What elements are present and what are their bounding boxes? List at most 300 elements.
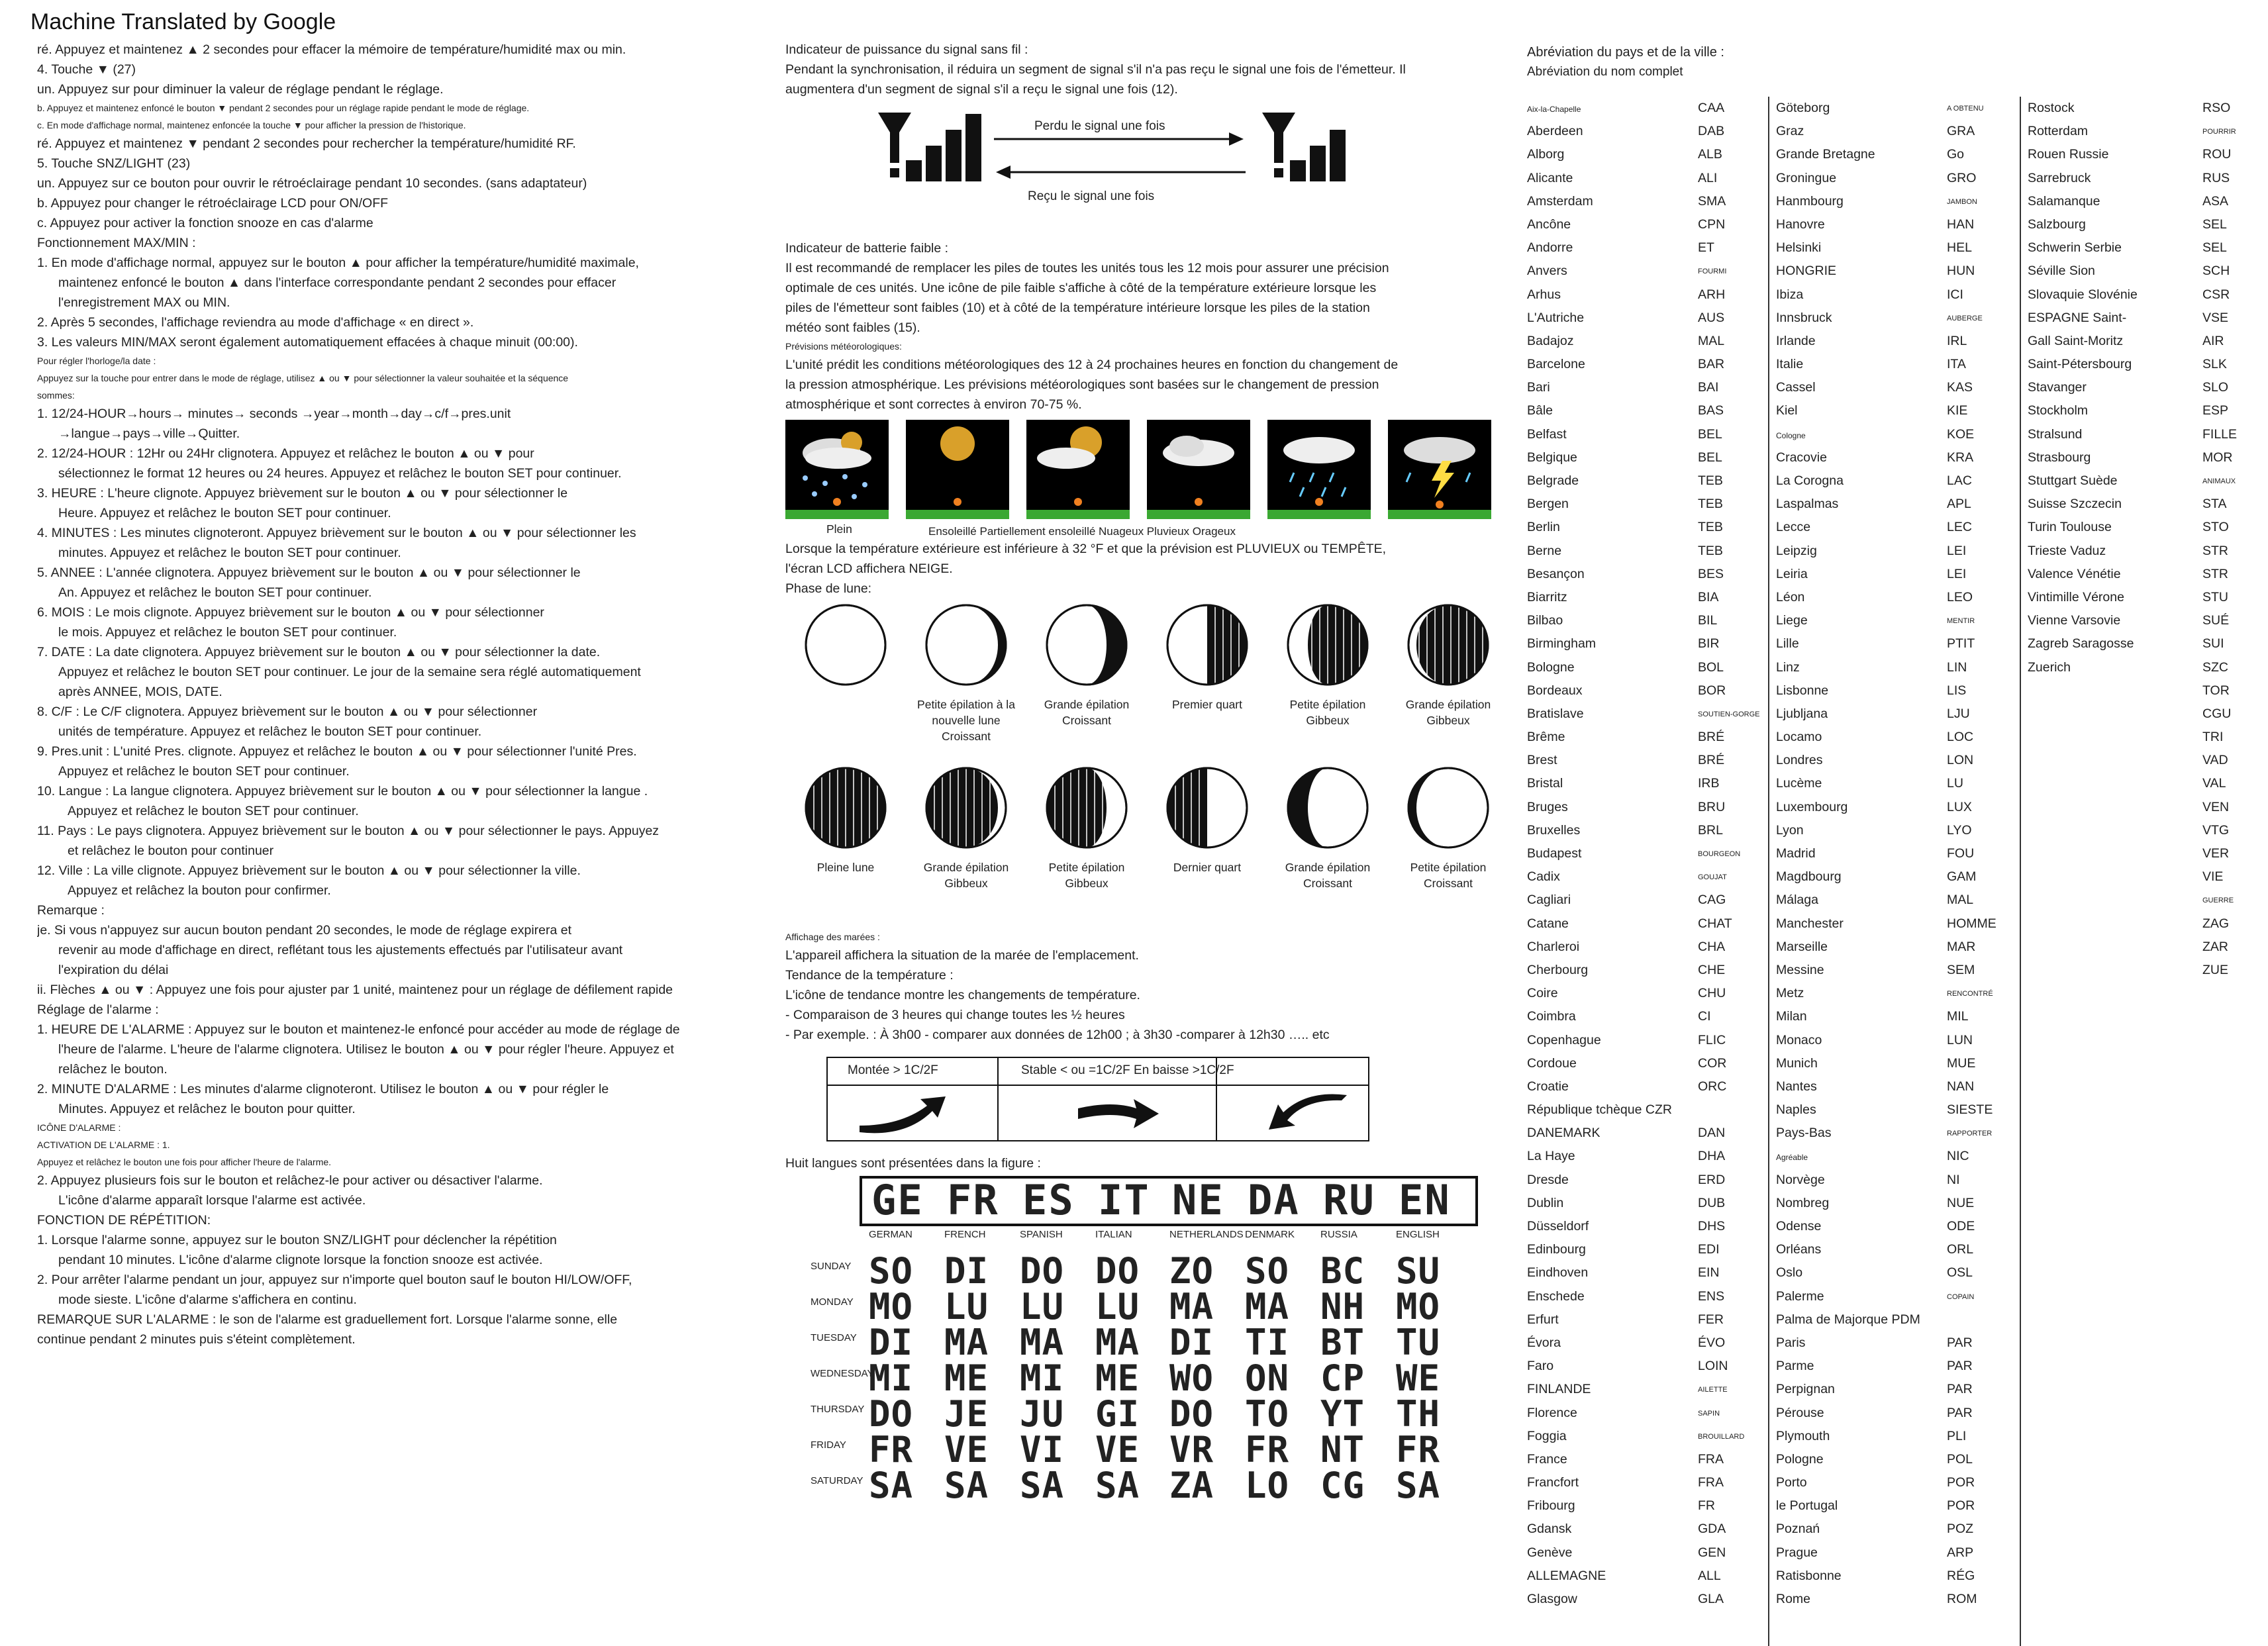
place-code: EIN [1698,1265,1720,1281]
place-name: FINLANDE [1527,1382,1591,1397]
place-name: Parme [1776,1359,1814,1374]
place-name: Bilbao [1527,613,1563,628]
place-code: LUX [1947,799,1972,814]
place-code: MOR [2202,450,2233,465]
place-code: STR [2202,566,2228,581]
trend-title: Tendance de la température : [785,968,954,983]
place-name: Helsinki [1776,240,1822,256]
place-name: Stralsund [2028,426,2083,442]
instruction-line: minutes. Appuyez et relâchez le bouton SET pour continuer. [58,546,401,560]
place-code: VAD [2202,753,2228,768]
place-code: TEB [1698,543,1723,558]
tide-title: Affichage des marées : [785,932,880,942]
place-name: Leiria [1776,566,1808,581]
place-code: HUN [1947,264,1975,279]
weekday-abbrev: MA [1020,1322,1065,1363]
instruction-line: Appuyez et relâchez le bouton SET pour continuer. [68,804,359,818]
place-name: Poznań [1776,1522,1820,1537]
instruction-line: Appuyez et relâchez le bouton SET pour continuer. Le jour de la semaine sera réglé automatiquement [58,665,641,679]
place-code: NUE [1947,1195,1975,1210]
place-code: VTG [2202,822,2230,838]
place-code: KOE [1947,426,1975,442]
place-name: Bologne [1527,659,1575,675]
place-name: Rome [1776,1592,1811,1606]
forecast-icons [785,420,1507,519]
instruction-line: je. Si vous n'appuyez sur aucun bouton pendant 20 secondes, le mode de réglage expirera et [37,923,572,938]
place-name: Odense [1776,1219,1822,1234]
place-code: PAR [1947,1382,1973,1397]
weekday-abbrev: MO [869,1286,914,1328]
instruction-line: 5. Touche SNZ/LIGHT (23) [37,156,191,171]
instruction-line: 2. 12/24-HOUR : 12Hr ou 24Hr clignotera. Appuyez et relâchez le bouton ▲ ou ▼ pour [37,446,534,461]
place-name: France [1527,1451,1567,1467]
place-code: AIR [2202,333,2224,348]
place-name: Lyon [1776,822,1804,838]
signal-text-2: augmentera d'un segment de signal s'il a reçu le signal une fois (12). [785,82,1178,97]
place-name: Pays-Bas [1776,1126,1832,1141]
place-name: Berlin [1527,520,1560,535]
place-code: POURRIR [2202,128,2236,136]
place-name: La Corogna [1776,473,1844,488]
column-divider [2020,97,2021,1646]
weekday-abbrev: DI [869,1322,914,1363]
weekday-abbrev: MI [1020,1357,1065,1399]
instruction-line: sélectionnez le format 12 heures ou 24 heures. Appuyez et relâchez le bouton SET pour continuer. [58,466,622,481]
place-code: NAN [1947,1079,1975,1094]
place-name: ESPAGNE Saint- [2028,310,2127,325]
weekday-abbrev: SA [869,1465,914,1506]
weekday-abbrev: VE [944,1429,989,1471]
tide-text: L'appareil affichera la situation de la marée de l'emplacement. [785,948,1139,963]
weekday-abbrev: DO [869,1393,914,1435]
place-name: Göteborg [1776,101,1830,115]
place-name: Schwerin Serbie [2028,240,2122,256]
place-name: Saint-Pétersbourg [2028,357,2132,372]
place-name: Berne [1527,543,1562,558]
instruction-line: 2. Appuyez plusieurs fois sur le bouton et relâchez-le pour activer ou désactiver l'alarme. [37,1173,543,1188]
place-name: Séville Sion [2028,264,2095,279]
place-code: VAL [2202,776,2226,791]
place-name: La Haye [1527,1149,1575,1164]
moon-caption: Petite épilation à la nouvelle lune [917,698,1015,727]
place-code: PAR [1947,1335,1973,1350]
instruction-line: 1. En mode d'affichage normal, appuyez sur le bouton ▲ pour afficher la température/humidité maximale, [37,256,639,270]
place-name: Bruxelles [1527,822,1581,838]
weekday-row [785,1465,1507,1506]
instruction-line: Remarque : [37,903,105,918]
place-name: Coire [1527,986,1558,1001]
instruction-line: →langue→pays→ville→Quitter. [58,426,240,441]
place-code: MAL [1947,893,1974,908]
place-name: Croatie [1527,1079,1569,1094]
place-name: Florence [1527,1405,1577,1420]
weekday-abbrev: SA [1396,1465,1441,1506]
place-name: Cherbourg [1527,962,1589,977]
place-code: SLO [2202,380,2229,395]
instruction-line: 3. Les valeurs MIN/MAX seront également automatiquement effacées à chaque minuit (00:00). [37,335,578,350]
place-code: GEN [1698,1545,1726,1560]
weekday-abbrev: MI [869,1357,914,1399]
place-code: GOUJAT [1698,873,1727,882]
language-name: DENMARK [1245,1229,1295,1240]
place-name: Biarritz [1527,589,1567,605]
place-name: Marseille [1776,939,1828,954]
place-code: SEL [2202,217,2227,232]
instruction-line: Appuyez et relâchez la bouton pour confirmer. [68,883,331,898]
place-name: Kiel [1776,403,1798,418]
place-code: IRB [1698,776,1720,791]
weekday-name: WEDNESDAY [811,1368,874,1379]
language-name: FRENCH [944,1229,986,1240]
moon-caption: Grande épilation [1405,698,1491,711]
place-name: Groningue [1776,170,1837,185]
signal-title: Indicateur de puissance du signal sans fil : [785,42,1028,57]
moon-phase-6 [1388,603,1508,765]
place-name: Bari [1527,380,1550,395]
moon-phase-9 [1026,765,1147,928]
place-name: Glasgow [1527,1592,1577,1606]
place-code: VSE [2202,310,2229,325]
place-code: FOURMI [1698,267,1727,276]
weekday-abbrev: WE [1396,1357,1441,1399]
weekday-abbrev: MA [1169,1286,1214,1328]
place-name: Catane [1527,916,1569,931]
place-name: Bordeaux [1527,683,1583,698]
place-code: AUBERGE [1947,314,1983,322]
instruction-line: 4. MINUTES : Les minutes clignoteront. Appuyez brièvement sur le bouton ▲ ou ▼ pour sélectionner les [37,526,636,540]
instruction-line: 1. Lorsque l'alarme sonne, appuyez sur le bouton SNZ/LIGHT pour déclencher la répétition [37,1233,557,1247]
battery-title: Indicateur de batterie faible : [785,241,949,256]
place-code: ET [1698,240,1714,256]
place-code: RENCONTRÉ [1947,990,1993,998]
place-name: Zagreb Saragosse [2028,636,2134,652]
place-name: Rostock [2028,101,2075,115]
place-code: ORL [1947,1242,1974,1257]
weekday-name: TUESDAY [811,1332,857,1343]
place-name: Coimbra [1527,1009,1576,1024]
place-code: BEL [1698,426,1722,442]
place-name: Ratisbonne [1776,1568,1842,1583]
place-code: SEM [1947,962,1975,977]
place-code: DAN [1698,1126,1726,1141]
language-name: ENGLISH [1396,1229,1440,1240]
moon-caption: Grande épilation [1044,698,1130,711]
instruction-line: b. Appuyez pour changer le rétroéclairage LCD pour ON/OFF [37,196,389,211]
snow-icon [785,420,889,519]
instruction-line: An. Appuyez et relâchez le bouton SET pour continuer. [58,585,372,600]
place-name: Trieste Vaduz [2028,543,2106,558]
place-name: Birmingham [1527,636,1597,652]
langs-title: Huit langues sont présentées dans la figure : [785,1156,1041,1171]
place-name: Rouen Russie [2028,147,2109,162]
place-name: Belgique [1527,450,1577,465]
instruction-line: ré. Appuyez et maintenez ▼ pendant 2 secondes pour rechercher la température/humidité RF. [37,136,576,151]
place-code: VEN [2202,799,2230,814]
place-code: SEL [2202,240,2227,256]
instruction-line: l'heure de l'alarme. L'heure de l'alarme clignotera. Utilisez le bouton ▲ ou ▼ pour régler l'heure. Appuyez et [58,1042,674,1057]
moon-phase-3 [1026,603,1147,765]
place-code: TEB [1698,497,1723,512]
instruction-line: ICÔNE D'ALARME : [37,1122,121,1133]
moon-caption: Pleine lune [816,861,875,874]
moon-phase-10 [1147,765,1267,928]
place-code: LEI [1947,543,1967,558]
language-code: FR [947,1176,999,1224]
place-name: Arhus [1527,287,1561,302]
place-name: Copenhague [1527,1032,1601,1047]
place-code: ERD [1698,1172,1726,1187]
place-name: Plymouth [1776,1428,1830,1443]
place-code: CSR [2202,287,2230,302]
place-name: Salzbourg [2028,217,2086,232]
place-code: ALL [1698,1568,1721,1583]
place-name: République tchèque CZR [1527,1102,1672,1118]
place-name: Pérouse [1776,1405,1824,1420]
place-code: SUÉ [2202,613,2230,628]
moon-caption: Petite épilation [1410,861,1487,874]
place-name: Stuttgart Suède [2028,473,2118,488]
place-name: Bruges [1527,799,1568,814]
moon-phase-4 [1147,603,1267,765]
place-name: Cordoue [1527,1055,1577,1071]
lost-signal-label: Perdu le signal une fois [1034,119,1165,133]
instruction-line: maintenez enfoncé le bouton ▲ dans l'interface correspondante pendant 2 secondes pour effacer [58,275,616,290]
instruction-line: Minutes. Appuyez et relâchez le bouton pour quitter. [58,1102,356,1116]
instruction-line: 2. MINUTE D'ALARME : Les minutes d'alarme clignoteront. Utilisez le bouton ▲ ou ▼ pour régler le [37,1082,609,1096]
snow-line-2: l'écran LCD affichera NEIGE. [785,561,953,576]
weekday-abbrev: ME [1095,1357,1140,1399]
place-code: HOMME [1947,916,1997,931]
place-code: ARH [1698,287,1726,302]
weekday-abbrev: DO [1020,1250,1065,1292]
place-code: RSO [2202,101,2231,115]
forecast-caption-types: Ensoleillé Partiellement ensoleillé Nuageux Pluvieux Orageux [928,525,1236,538]
place-code: GRO [1947,170,1977,185]
instruction-line: 8. C/F : Le C/F clignotera. Appuyez brièvement sur le bouton ▲ ou ▼ pour sélectionner [37,704,538,719]
place-code: MUE [1947,1055,1976,1071]
weekday-abbrev: MA [944,1322,989,1363]
place-code: CHU [1698,986,1726,1001]
place-code: LEI [1947,566,1967,581]
place-name: Strasbourg [2028,450,2091,465]
weekday-abbrev: FR [1245,1429,1290,1471]
place-name: Innsbruck [1776,310,1832,325]
moon-caption: Premier quart [1171,698,1242,711]
instruction-line: après ANNEE, MOIS, DATE. [58,685,222,699]
country-city-abbreviations [1527,42,2262,1606]
place-code: OSL [1947,1265,1973,1281]
place-code: KIE [1947,403,1968,418]
moon-caption-sub: Croissant [1062,714,1111,727]
sunny-icon [906,420,1009,519]
place-code: CGU [2202,706,2232,721]
place-code: GAM [1947,869,1977,885]
instruction-line: Appuyez et relâchez le bouton une fois pour afficher l'heure de l'alarme. [37,1157,332,1167]
place-code: GRA [1947,124,1975,139]
weekday-abbrev: GI [1095,1393,1140,1435]
moon-phase-8 [906,765,1026,928]
place-name: Léon [1776,589,1805,605]
place-code: ARP [1947,1545,1974,1560]
weekday-abbrev: ME [944,1357,989,1399]
place-code: POR [1947,1498,1975,1514]
place-code: LYO [1947,822,1972,838]
moon-phase-grid [785,603,1507,928]
place-name: Nombreg [1776,1195,1830,1210]
place-name: Foggia [1527,1428,1567,1443]
place-code: GDA [1698,1522,1726,1537]
place-code: BAI [1698,380,1719,395]
place-code: TEB [1698,473,1723,488]
place-code: SLK [2202,357,2227,372]
place-code: GUERRE [2202,896,2234,905]
partly-sunny-icon [1026,420,1130,519]
instruction-line: unités de température. Appuyez et relâchez le bouton SET pour continuer. [58,724,482,739]
place-code: AUS [1698,310,1725,325]
place-code: CHAT [1698,916,1732,931]
weekday-abbrev: ZO [1169,1250,1214,1292]
place-code: FRA [1698,1475,1724,1490]
place-name: Belgrade [1527,473,1579,488]
place-code: BES [1698,566,1724,581]
weekday-abbrev: NT [1320,1429,1365,1471]
weekday-abbrev: FR [869,1429,914,1471]
place-name: Leipzig [1776,543,1817,558]
weekday-abbrev: TI [1245,1322,1290,1363]
place-name: Vienne Varsovie [2028,613,2121,628]
place-code: ASA [2202,193,2229,209]
moon-phase-12 [1388,765,1508,928]
place-name: Turin Toulouse [2028,520,2112,535]
place-code: FILLE [2202,426,2238,442]
place-name: Cologne [1776,430,1806,440]
place-code: POZ [1947,1522,1974,1537]
country-title: Abréviation du pays et de la ville : [1527,45,1724,60]
place-name: ALLEMAGNE [1527,1568,1606,1583]
place-code: HAN [1947,217,1975,232]
signal-diagram [785,99,1507,238]
place-code: ODE [1947,1219,1975,1234]
place-name: Paris [1776,1335,1806,1350]
place-code: FLIC [1698,1032,1726,1047]
place-name: Andorre [1527,240,1573,256]
weekday-abbrev: NH [1320,1286,1365,1328]
weekday-abbrev: BT [1320,1322,1365,1363]
instruction-line: 6. MOIS : Le mois clignote. Appuyez brièvement sur le bouton ▲ ou ▼ pour sélectionner [37,605,544,620]
place-code: SCH [2202,264,2230,279]
moon-caption: Dernier quart [1173,861,1242,874]
place-name: Cadix [1527,869,1560,885]
weekday-abbrev: LO [1245,1465,1290,1506]
place-code: SMA [1698,193,1726,209]
place-name: Aix-la-Chapelle [1527,105,1581,114]
weekday-name: THURSDAY [811,1404,865,1415]
place-code: ALB [1698,147,1722,162]
instructions-column [37,40,772,1349]
place-code: POR [1947,1475,1975,1490]
place-name: Gall Saint-Moritz [2028,333,2124,348]
place-name: Naples [1776,1102,1816,1118]
place-code: BAR [1698,357,1725,372]
weekday-abbrev: DI [1169,1322,1214,1363]
place-name: Irlande [1776,333,1816,348]
place-name: Metz [1776,986,1804,1001]
place-name: Besançon [1527,566,1585,581]
place-code: CAA [1698,101,1725,115]
place-name: Lucème [1776,776,1822,791]
place-code: MENTIR [1947,617,1975,626]
place-code: PTIT [1947,636,1975,652]
battery-line-3: piles de l'émetteur sont faibles (10) et à côté de la température intérieure lorsque les piles de la station [785,301,1370,315]
place-code: MAL [1698,333,1725,348]
place-code: ALI [1698,170,1718,185]
weekday-abbrev: LU [944,1286,989,1328]
moon-phase-5 [1267,603,1388,765]
place-name: Enschede [1527,1288,1585,1304]
place-name: Nantes [1776,1079,1817,1094]
instruction-line: 1. HEURE DE L'ALARME : Appuyez sur le bouton et maintenez-le enfoncé pour accéder au mode de réglage de [37,1022,680,1037]
place-name: Orléans [1776,1242,1822,1257]
place-name: Cassel [1776,380,1816,395]
place-code: LON [1947,753,1974,768]
battery-line-2: optimale de ces unités. Une icône de pile faible s'affiche à côté de la température extérieure lorsque les [785,281,1377,295]
place-code: STA [2202,497,2227,512]
place-code: TRI [2202,730,2224,745]
place-name: Rotterdam [2028,124,2089,139]
place-code: LIS [1947,683,1967,698]
moon-caption-sub: Gibbeux [1426,714,1470,727]
instruction-line: ACTIVATION DE L'ALARME : 1. [37,1139,170,1150]
place-code: APL [1947,497,1971,512]
weekday-abbrev: DI [944,1250,989,1292]
place-name: Faro [1527,1359,1554,1374]
place-name: Pologne [1776,1451,1824,1467]
moon-phase-2 [906,603,1026,765]
place-name: Gdansk [1527,1522,1572,1537]
weekday-abbrev: SU [1396,1250,1441,1292]
place-code: PAR [1947,1405,1973,1420]
place-code: SAPIN [1698,1409,1720,1418]
place-code: BRU [1698,799,1726,814]
instruction-line: 1. 12/24-HOUR→hours→ minutes→ seconds →year→month→day→c/f→pres.unit [37,407,511,421]
instruction-line: le mois. Appuyez et relâchez le bouton SET pour continuer. [58,625,397,640]
weekday-abbrev: MO [1396,1286,1441,1328]
weekday-abbrev: WO [1169,1357,1214,1399]
place-code: RAPPORTER [1947,1130,1993,1138]
place-name: Anvers [1527,264,1567,279]
place-name: Magdbourg [1776,869,1842,885]
weekday-abbrev: SA [944,1465,989,1506]
place-name: Charleroi [1527,939,1580,954]
weekday-name: MONDAY [811,1296,854,1308]
place-code: BIA [1698,589,1719,605]
instruction-line: Pour régler l'horloge/la date : [37,356,156,366]
place-code: FER [1698,1312,1724,1327]
place-name: Vintimille Vérone [2028,589,2124,605]
place-code: ROM [1947,1592,1977,1606]
place-code: FR [1698,1498,1715,1514]
place-code: SIESTE [1947,1102,1993,1118]
place-code: SZC [2202,659,2228,675]
weekday-abbrev: SA [1095,1465,1140,1506]
place-name: Ancône [1527,217,1571,232]
place-name: Monaco [1776,1032,1822,1047]
place-code: LJU [1947,706,1970,721]
place-code: ITA [1947,357,1966,372]
place-code: BRÉ [1698,730,1725,745]
language-codes-display [860,1176,1478,1226]
weekday-abbrev: BC [1320,1250,1365,1292]
